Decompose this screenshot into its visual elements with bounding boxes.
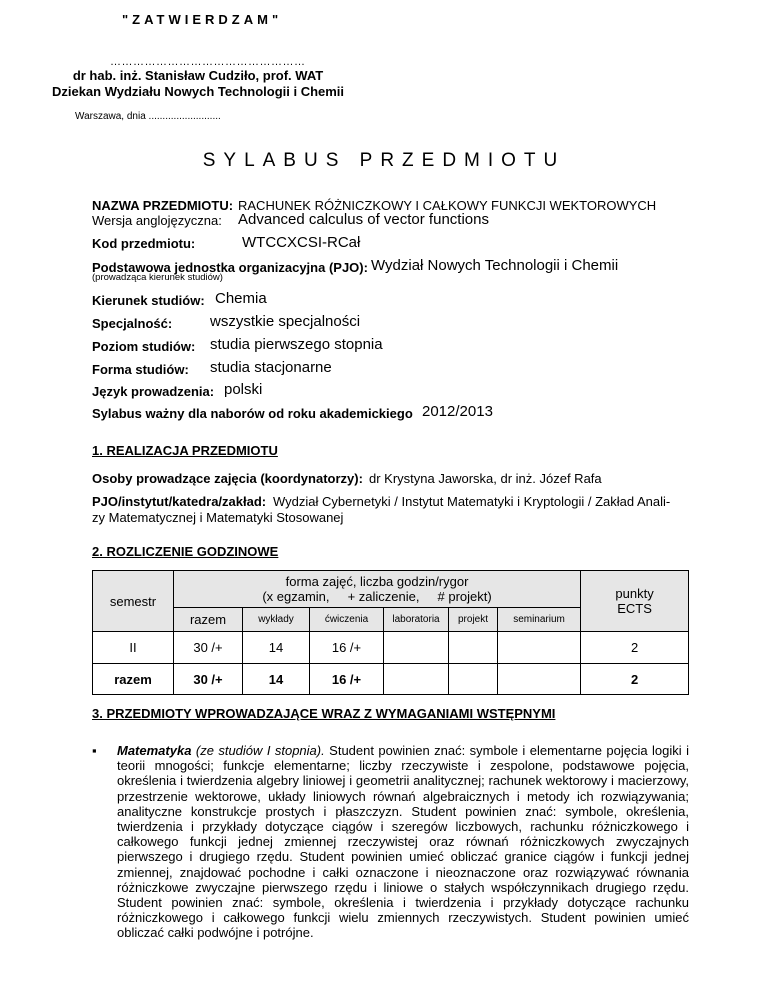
unit-label: Podstawowa jednostka organizacyjna (PJO):	[92, 260, 368, 275]
level-label: Poziom studiów:	[92, 339, 196, 354]
cell-seminar	[498, 632, 581, 664]
valid-from-label: Sylabus ważny dla naborów od roku akademickiego	[92, 406, 413, 421]
field-value: Chemia	[215, 290, 267, 307]
signer-name: dr hab. inż. Stanisław Cudziło, prof. WAT	[72, 68, 324, 83]
english-name-value: Advanced calculus of vector functions	[238, 211, 489, 228]
language-label: Język prowadzenia:	[92, 384, 215, 399]
col-project-header: projekt	[449, 608, 498, 632]
prerequisites-paragraph	[117, 743, 689, 941]
document-title: SYLABUS PRZEDMIOTU	[202, 150, 566, 171]
valid-from-value: 2012/2013	[422, 403, 493, 420]
form-value: studia stacjonarne	[210, 359, 332, 376]
col-razem-header: razem	[174, 608, 243, 632]
section-3-heading: 3. PRZEDMIOTY WPROWADZAJĄCE WRAZ Z WYMAGANIAMI WSTĘPNYMI	[92, 706, 556, 721]
semester-header: semestr	[93, 571, 174, 632]
unit-value: Wydział Nowych Technologii i Chemii	[371, 257, 619, 274]
level-value: studia pierwszego stopnia	[210, 336, 383, 353]
cell-semester-total: razem	[93, 664, 174, 695]
cell-exercises-total: 16 /+	[310, 664, 384, 695]
course-name-value: RACHUNEK RÓŻNICZKOWY I CAŁKOWY FUNKCJI WEKTOROWYCH	[238, 198, 657, 213]
form-header	[174, 571, 581, 608]
signature-line: ……………………………………………	[110, 56, 306, 68]
coordinators-label: Osoby prowadzące zajęcia (koordynatorzy):	[92, 471, 363, 486]
course-name-label: NAZWA PRZEDMIOTU:	[92, 198, 234, 213]
field-label: Kierunek studiów:	[92, 293, 205, 308]
col-lectures-header: wykłady	[243, 608, 310, 632]
cell-razem: 30 /+	[174, 632, 243, 664]
form-label: Forma studiów:	[92, 362, 189, 377]
pjo-value-line2: zy Matematycznej i Matematyki Stosowanej	[92, 510, 344, 525]
cell-labs-total	[384, 664, 449, 695]
cell-seminar-total	[498, 664, 581, 695]
col-exercises-header: ćwiczenia	[310, 608, 384, 632]
course-code-value: WTCCXCSI-RCał	[242, 234, 361, 251]
english-name-label: Wersja anglojęzyczna:	[92, 213, 222, 228]
cell-project-total	[449, 664, 498, 695]
section-1-heading: 1. REALIZACJA PRZEDMIOTU	[92, 443, 278, 458]
ects-header-text: punkty ECTS	[615, 586, 654, 616]
col-labs-header: laboratoria	[384, 608, 449, 632]
specialty-value: wszystkie specjalności	[210, 313, 361, 330]
section-2-heading: 2. ROZLICZENIE GODZINOWE	[92, 544, 279, 559]
bullet-icon: ▪	[92, 743, 97, 758]
table-row	[93, 632, 689, 664]
cell-labs	[384, 632, 449, 664]
form-header-line2: (x egzamin, + zaliczenie, # projekt)	[262, 589, 492, 604]
unit-note: (prowadząca kierunek studiów)	[92, 272, 223, 283]
course-code-label: Kod przedmiotu:	[92, 236, 196, 251]
cell-lectures: 14	[243, 632, 310, 664]
language-value: polski	[224, 381, 263, 398]
place-date: Warszawa, dnia ..........................	[75, 111, 221, 122]
pjo-label: PJO/instytut/katedra/zakład:	[92, 494, 267, 509]
col-seminar-header: seminarium	[498, 608, 581, 632]
specialty-label: Specjalność:	[92, 316, 173, 331]
prereq-subject-note: (ze studiów I stopnia).	[195, 743, 325, 758]
cell-ects-total: 2	[581, 664, 689, 695]
cell-ects: 2	[581, 632, 689, 664]
ects-header	[581, 571, 689, 632]
cell-project	[449, 632, 498, 664]
cell-razem-total: 30 /+	[174, 664, 243, 695]
prereq-text: Student powinien znać: symbole i elementarne pojęcia logiki i teorii mnogości; funkcje elementarne; liczby rzeczywiste i zespolone, podstawowe pojęcia, określenia i twierdzenia algebry liniowej i geometrii analitycznej; rachunek wektorowy i macierzowy, przestrzenie wektorowe, układy liniowych równań algebraicznych i metody ich rozwiązywania; analityczne konstrukcje prostych i płaszczyzn. Student powinien znać: symbole, określenia, twierdzenia i przykłady dotyczące ciągów i szeregów liczbowych, rachunku różniczkowego i całkowego funkcji jednej zmiennej rzeczywistej oraz równań różniczkowych zwyczajnych pierwszego i drugiego rzędu. Student powinien umieć obliczać granice ciągów i funkcji jednej zmiennej, znajdować pochodne i całki oznaczone i nieoznaczone oraz rozwiązywać równania różniczkowe zwyczajne pierwszego rzędu i liniowe o stałych współczynnikach drugiego rzędu. Student powinien znać: symbole, określenia i twierdzenia i przykłady dotyczące rachunku różniczkowego i całkowego funkcji wielu zmiennych rzeczywistych. Student powinien umieć obliczać całki podwójne i potrójne.	[117, 743, 689, 941]
hours-table	[92, 570, 689, 695]
table-row-total	[93, 664, 689, 695]
signer-role: Dziekan Wydziału Nowych Technologii i Chemii	[51, 84, 345, 99]
approval-title: "ZATWIERDZAM"	[122, 12, 283, 27]
prereq-subject: Matematyka	[117, 743, 192, 758]
form-header-line1: forma zajęć, liczba godzin/rygor	[285, 574, 469, 589]
cell-semester: II	[93, 632, 174, 664]
cell-exercises: 16 /+	[310, 632, 384, 664]
cell-lectures-total: 14	[243, 664, 310, 695]
pjo-value-line1: Wydział Cybernetyki / Instytut Matematyki i Kryptologii / Zakład Anali-	[273, 494, 671, 509]
coordinators-value: dr Krystyna Jaworska, dr inż. Józef Rafa	[369, 471, 602, 486]
